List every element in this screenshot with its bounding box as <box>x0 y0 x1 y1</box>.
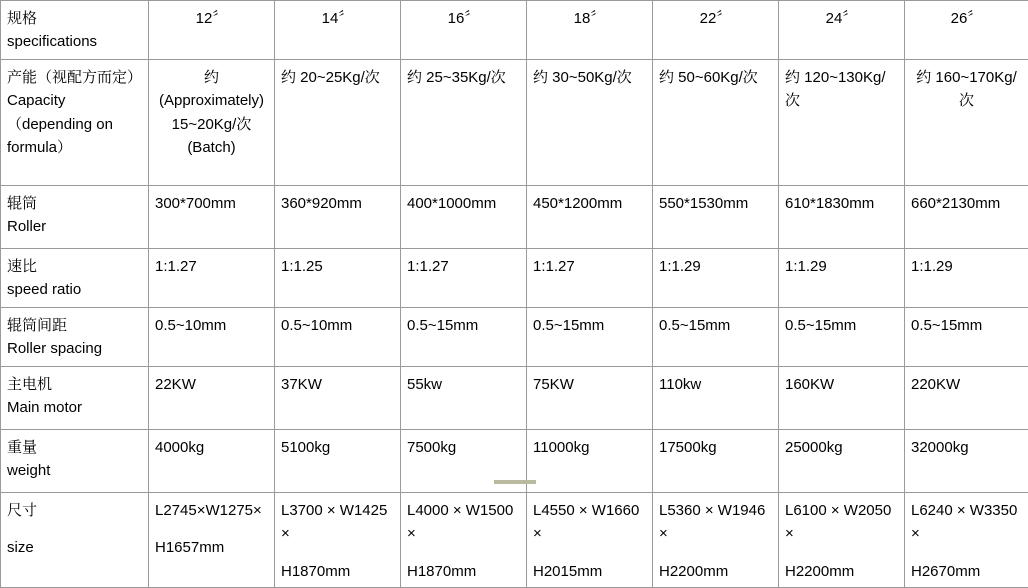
cell-spacing-16: 0.5~15mm <box>401 308 527 367</box>
cell-size-12 <box>149 493 275 588</box>
table-row <box>1 249 1028 308</box>
cell-size-14 <box>275 493 401 588</box>
header-size-24: 24〞 <box>779 1 905 60</box>
cell-capacity-12: 约 (Approximately)15~20Kg/次(Batch) <box>149 60 275 186</box>
cell-spacing-12: 0.5~10mm <box>149 308 275 367</box>
row-label-en: Capacity （depending on formula） <box>7 89 142 159</box>
cell-capacity-22: 约 50~60Kg/次 <box>653 60 779 186</box>
header-size-16: 16〞 <box>401 1 527 60</box>
row-label-weight <box>1 430 149 493</box>
row-label-cn: 主电机 <box>7 373 142 396</box>
cell-weight-24: 25000kg <box>779 430 905 493</box>
row-label-en: Roller spacing <box>7 337 142 360</box>
row-label-en: size <box>7 536 142 559</box>
cell-speed-12: 1:1.27 <box>149 249 275 308</box>
row-label-en: weight <box>7 459 142 482</box>
size-line-1: L6100 × W2050 × <box>785 499 898 546</box>
size-line-1: L6240 × W3350 × <box>911 499 1022 546</box>
row-label-en: speed ratio <box>7 278 142 301</box>
row-label-cn: 重量 <box>7 436 142 459</box>
cell-weight-16: 7500kg <box>401 430 527 493</box>
row-label-cn: 尺寸 <box>7 499 142 522</box>
table-row <box>1 367 1028 430</box>
size-line-1: L2745×W1275× <box>155 499 268 522</box>
cell-motor-18: 75KW <box>527 367 653 430</box>
size-line-2: H1870mm <box>407 560 520 583</box>
cell-weight-14: 5100kg <box>275 430 401 493</box>
row-label-cn: 辊筒 <box>7 192 142 215</box>
cell-motor-22: 110kw <box>653 367 779 430</box>
cell-motor-14: 37KW <box>275 367 401 430</box>
cell-size-24 <box>779 493 905 588</box>
cell-weight-12: 4000kg <box>149 430 275 493</box>
cell-roller-22: 550*1530mm <box>653 186 779 249</box>
table-row <box>1 308 1028 367</box>
row-label-roller <box>1 186 149 249</box>
header-label-en: specifications <box>7 30 142 53</box>
table-row <box>1 186 1028 249</box>
row-label-capacity <box>1 60 149 186</box>
table-row <box>1 493 1028 588</box>
cell-roller-18: 450*1200mm <box>527 186 653 249</box>
cell-speed-14: 1:1.25 <box>275 249 401 308</box>
row-label-size <box>1 493 149 588</box>
cell-motor-16: 55kw <box>401 367 527 430</box>
header-size-26: 26〞 <box>905 1 1028 60</box>
size-line-2: H2200mm <box>785 560 898 583</box>
table-header-row <box>1 1 1028 60</box>
cell-capacity-14: 约 20~25Kg/次 <box>275 60 401 186</box>
cell-roller-26: 660*2130mm <box>905 186 1028 249</box>
size-line-2: H2015mm <box>533 560 646 583</box>
row-label-main-motor <box>1 367 149 430</box>
size-line-1: L4550 × W1660 × <box>533 499 646 546</box>
row-label-cn: 辊筒间距 <box>7 314 142 337</box>
cell-motor-24: 160KW <box>779 367 905 430</box>
cell-speed-24: 1:1.29 <box>779 249 905 308</box>
size-line-1: L5360 × W1946 × <box>659 499 772 546</box>
header-size-18: 18〞 <box>527 1 653 60</box>
cell-capacity-16: 约 25~35Kg/次 <box>401 60 527 186</box>
header-label-cn: 规格 <box>7 7 142 30</box>
row-label-en: Main motor <box>7 396 142 419</box>
size-line-2: H2200mm <box>659 560 772 583</box>
cell-size-16 <box>401 493 527 588</box>
row-label-cn: 速比 <box>7 255 142 278</box>
cell-speed-22: 1:1.29 <box>653 249 779 308</box>
cell-roller-16: 400*1000mm <box>401 186 527 249</box>
cell-size-18 <box>527 493 653 588</box>
header-size-22: 22〞 <box>653 1 779 60</box>
cell-size-26 <box>905 493 1028 588</box>
size-line-2: H1657mm <box>155 536 268 559</box>
header-size-12: 12〞 <box>149 1 275 60</box>
cell-roller-12: 300*700mm <box>149 186 275 249</box>
cell-spacing-26: 0.5~15mm <box>905 308 1028 367</box>
cell-spacing-14: 0.5~10mm <box>275 308 401 367</box>
row-label-cn: 产能（视配方而定） <box>7 66 142 89</box>
cell-roller-24: 610*1830mm <box>779 186 905 249</box>
cell-speed-26: 1:1.29 <box>905 249 1028 308</box>
cell-weight-18: 11000kg <box>527 430 653 493</box>
header-label-cell <box>1 1 149 60</box>
cell-speed-16: 1:1.27 <box>401 249 527 308</box>
cell-speed-18: 1:1.27 <box>527 249 653 308</box>
size-line-2: H1870mm <box>281 560 394 583</box>
cell-roller-14: 360*920mm <box>275 186 401 249</box>
size-line-1: L3700 × W1425 × <box>281 499 394 546</box>
cell-motor-12: 22KW <box>149 367 275 430</box>
size-line-1: L4000 × W1500 × <box>407 499 520 546</box>
cell-size-22 <box>653 493 779 588</box>
cell-spacing-22: 0.5~15mm <box>653 308 779 367</box>
cell-capacity-18: 约 30~50Kg/次 <box>527 60 653 186</box>
cell-capacity-26: 约 160~170Kg/次 <box>905 60 1028 186</box>
row-label-speed-ratio <box>1 249 149 308</box>
page-bottom-marker <box>494 480 536 484</box>
cell-spacing-18: 0.5~15mm <box>527 308 653 367</box>
cell-capacity-24: 约 120~130Kg/次 <box>779 60 905 186</box>
table-row <box>1 60 1028 186</box>
cell-motor-26: 220KW <box>905 367 1028 430</box>
cell-weight-22: 17500kg <box>653 430 779 493</box>
row-label-en: Roller <box>7 215 142 238</box>
cell-spacing-24: 0.5~15mm <box>779 308 905 367</box>
cell-weight-26: 32000kg <box>905 430 1028 493</box>
size-line-2: H2670mm <box>911 560 1022 583</box>
row-label-roller-spacing <box>1 308 149 367</box>
header-size-14: 14〞 <box>275 1 401 60</box>
